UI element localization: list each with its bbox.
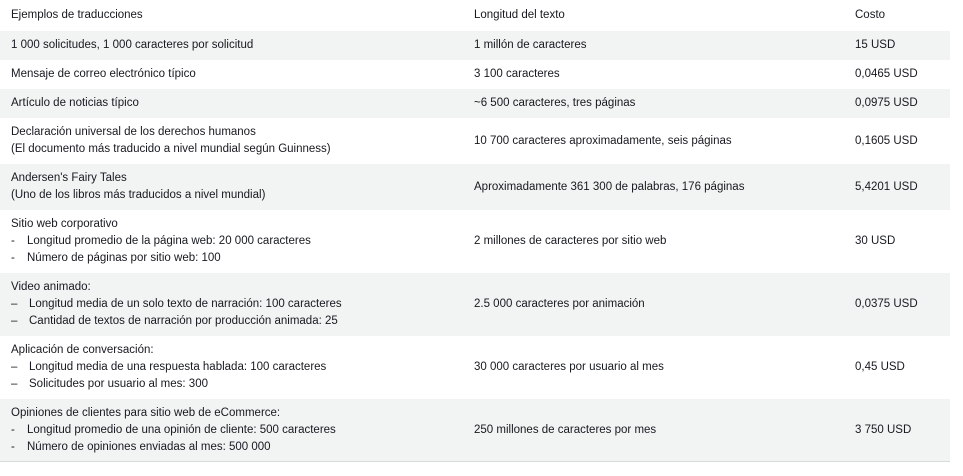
- row-cost: 0,0375 USD: [855, 298, 918, 310]
- bullet-item: [11, 250, 461, 267]
- bullet-marker: -: [11, 423, 15, 436]
- row-example: Video animado:: [11, 281, 91, 293]
- row-length: 3 100 caracteres: [474, 68, 560, 80]
- row-example: Opiniones de clientes para sitio web de eCommerce:: [11, 406, 281, 419]
- bullet-text: Longitud promedio de la página web: 20 000 caracteres: [27, 235, 311, 247]
- bullet-text: Longitud promedio de una opinión de cliente: 500 caracteres: [27, 423, 336, 436]
- row-length: 1 millón de caracteres: [474, 39, 587, 51]
- bullet-item: [11, 359, 461, 376]
- bullet-item: [11, 439, 461, 456]
- row-length: Aproximadamente 361 300 de palabras, 176 páginas: [474, 180, 745, 193]
- row-example-note: (El documento más traducido a nivel mundial según Guinness): [11, 143, 331, 155]
- bullet-text: Cantidad de textos de narración por producción animada: 25: [29, 315, 338, 327]
- bullet-text: Longitud media de un solo texto de narración: 100 caracteres: [29, 298, 342, 310]
- bullet-text: Solicitudes por usuario al mes: 300: [29, 378, 208, 390]
- bullet-text: Número de opiniones enviadas al mes: 500 000: [27, 440, 271, 453]
- bullet-item: [11, 233, 461, 250]
- bullet-marker: -: [11, 440, 15, 453]
- table-row: [0, 164, 950, 210]
- column-header-examples: Ejemplos de traducciones: [11, 9, 143, 21]
- row-example: 1 000 solicitudes, 1 000 caracteres por solicitud: [11, 39, 254, 51]
- bullet-text: Longitud media de una respuesta hablada: 100 caracteres: [29, 361, 327, 373]
- row-cost: 0,45 USD: [855, 361, 905, 373]
- row-example: Andersen's Fairy Tales: [11, 172, 127, 184]
- bullet-text: Número de páginas por sitio web: 100: [27, 252, 221, 264]
- table-row: [0, 118, 950, 164]
- row-example: Aplicación de conversación:: [11, 344, 154, 356]
- row-length: 10 700 caracteres aproximadamente, seis páginas: [474, 134, 732, 147]
- bullet-marker: –: [11, 378, 18, 390]
- row-length: ~6 500 caracteres, tres páginas: [474, 97, 636, 109]
- table-row: [0, 31, 950, 60]
- row-cost: 0,0465 USD: [855, 68, 918, 80]
- bullet-marker: -: [11, 235, 15, 247]
- column-header-cost: Costo: [855, 9, 886, 21]
- bullet-item: [11, 422, 461, 439]
- table-row: [0, 89, 950, 118]
- table-row: [0, 336, 950, 399]
- table-row: [0, 60, 950, 89]
- row-example: Mensaje de correo electrónico típico: [11, 68, 196, 80]
- row-example: Sitio web corporativo: [11, 218, 118, 230]
- row-cost: 0,0975 USD: [855, 97, 918, 109]
- row-cost: 30 USD: [855, 235, 896, 247]
- row-example: Artículo de noticias típico: [11, 97, 139, 109]
- row-cost: 5,4201 USD: [855, 180, 918, 193]
- bullet-marker: –: [11, 298, 18, 310]
- row-cost: 0,1605 USD: [855, 134, 918, 147]
- table-header-row: [0, 0, 950, 31]
- row-length: 30 000 caracteres por usuario al mes: [474, 361, 664, 373]
- table-row: [0, 399, 950, 462]
- column-header-length: Longitud del texto: [474, 9, 565, 21]
- row-cost: 3 750 USD: [855, 423, 912, 436]
- row-length: 2.5 000 caracteres por animación: [474, 298, 645, 310]
- row-length: 250 millones de caracteres por mes: [474, 423, 657, 436]
- bullet-marker: -: [11, 252, 15, 264]
- row-example: Declaración universal de los derechos humanos: [11, 126, 256, 138]
- row-example-note: (Uno de los libros más traducidos a nivel mundial): [11, 189, 266, 201]
- table-row: [0, 273, 950, 336]
- bullet-item: [11, 313, 461, 330]
- bullet-item: [11, 376, 461, 393]
- row-length: 2 millones de caracteres por sitio web: [474, 235, 667, 247]
- bullet-item: [11, 296, 461, 313]
- table-row: [0, 210, 950, 273]
- row-cost: 15 USD: [855, 39, 896, 51]
- bullet-marker: –: [11, 361, 18, 373]
- bullet-marker: –: [11, 315, 18, 327]
